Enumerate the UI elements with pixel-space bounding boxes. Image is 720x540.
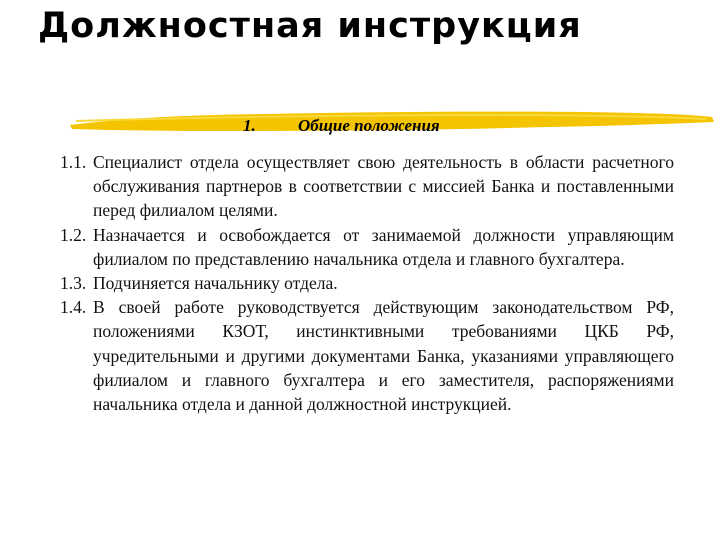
list-item (60, 295, 674, 416)
item-number: 1.2. (60, 224, 87, 245)
item-text: Специалист отдела осуществляет свою деятельность в области расчетного обслуживания партнеров в соответствии с миссией Банка и поставленными перед филиалом целями. (93, 152, 674, 221)
item-text: Подчиняется начальнику отдела. (93, 273, 338, 294)
item-text: Назначается и освобождается от занимаемой должности управляющим филиалом по представлению начальника отдела и главного бухгалтера. (93, 224, 674, 269)
section-title: Общие положения (298, 116, 440, 135)
list-item (60, 271, 674, 295)
slide-title: Должностная инструкция (38, 6, 582, 46)
list-item (60, 150, 674, 223)
section-number: 1. (243, 116, 256, 135)
section-heading (0, 116, 720, 140)
list-item (60, 223, 674, 271)
item-text: В своей работе руководствуется действующим законодательством РФ, положениями КЗОТ, инстинктивными требованиями ЦКБ РФ, учредительными и другими документами Банка, указаниями управляющего филиалом и главного бухгалтера и его заместителя, распоряжениями начальника отдела и данной должностной инструкцией. (93, 297, 674, 415)
provisions-list (60, 150, 674, 416)
item-number: 1.3. (60, 273, 87, 294)
item-number: 1.1. (60, 152, 87, 172)
item-number: 1.4. (60, 297, 87, 318)
